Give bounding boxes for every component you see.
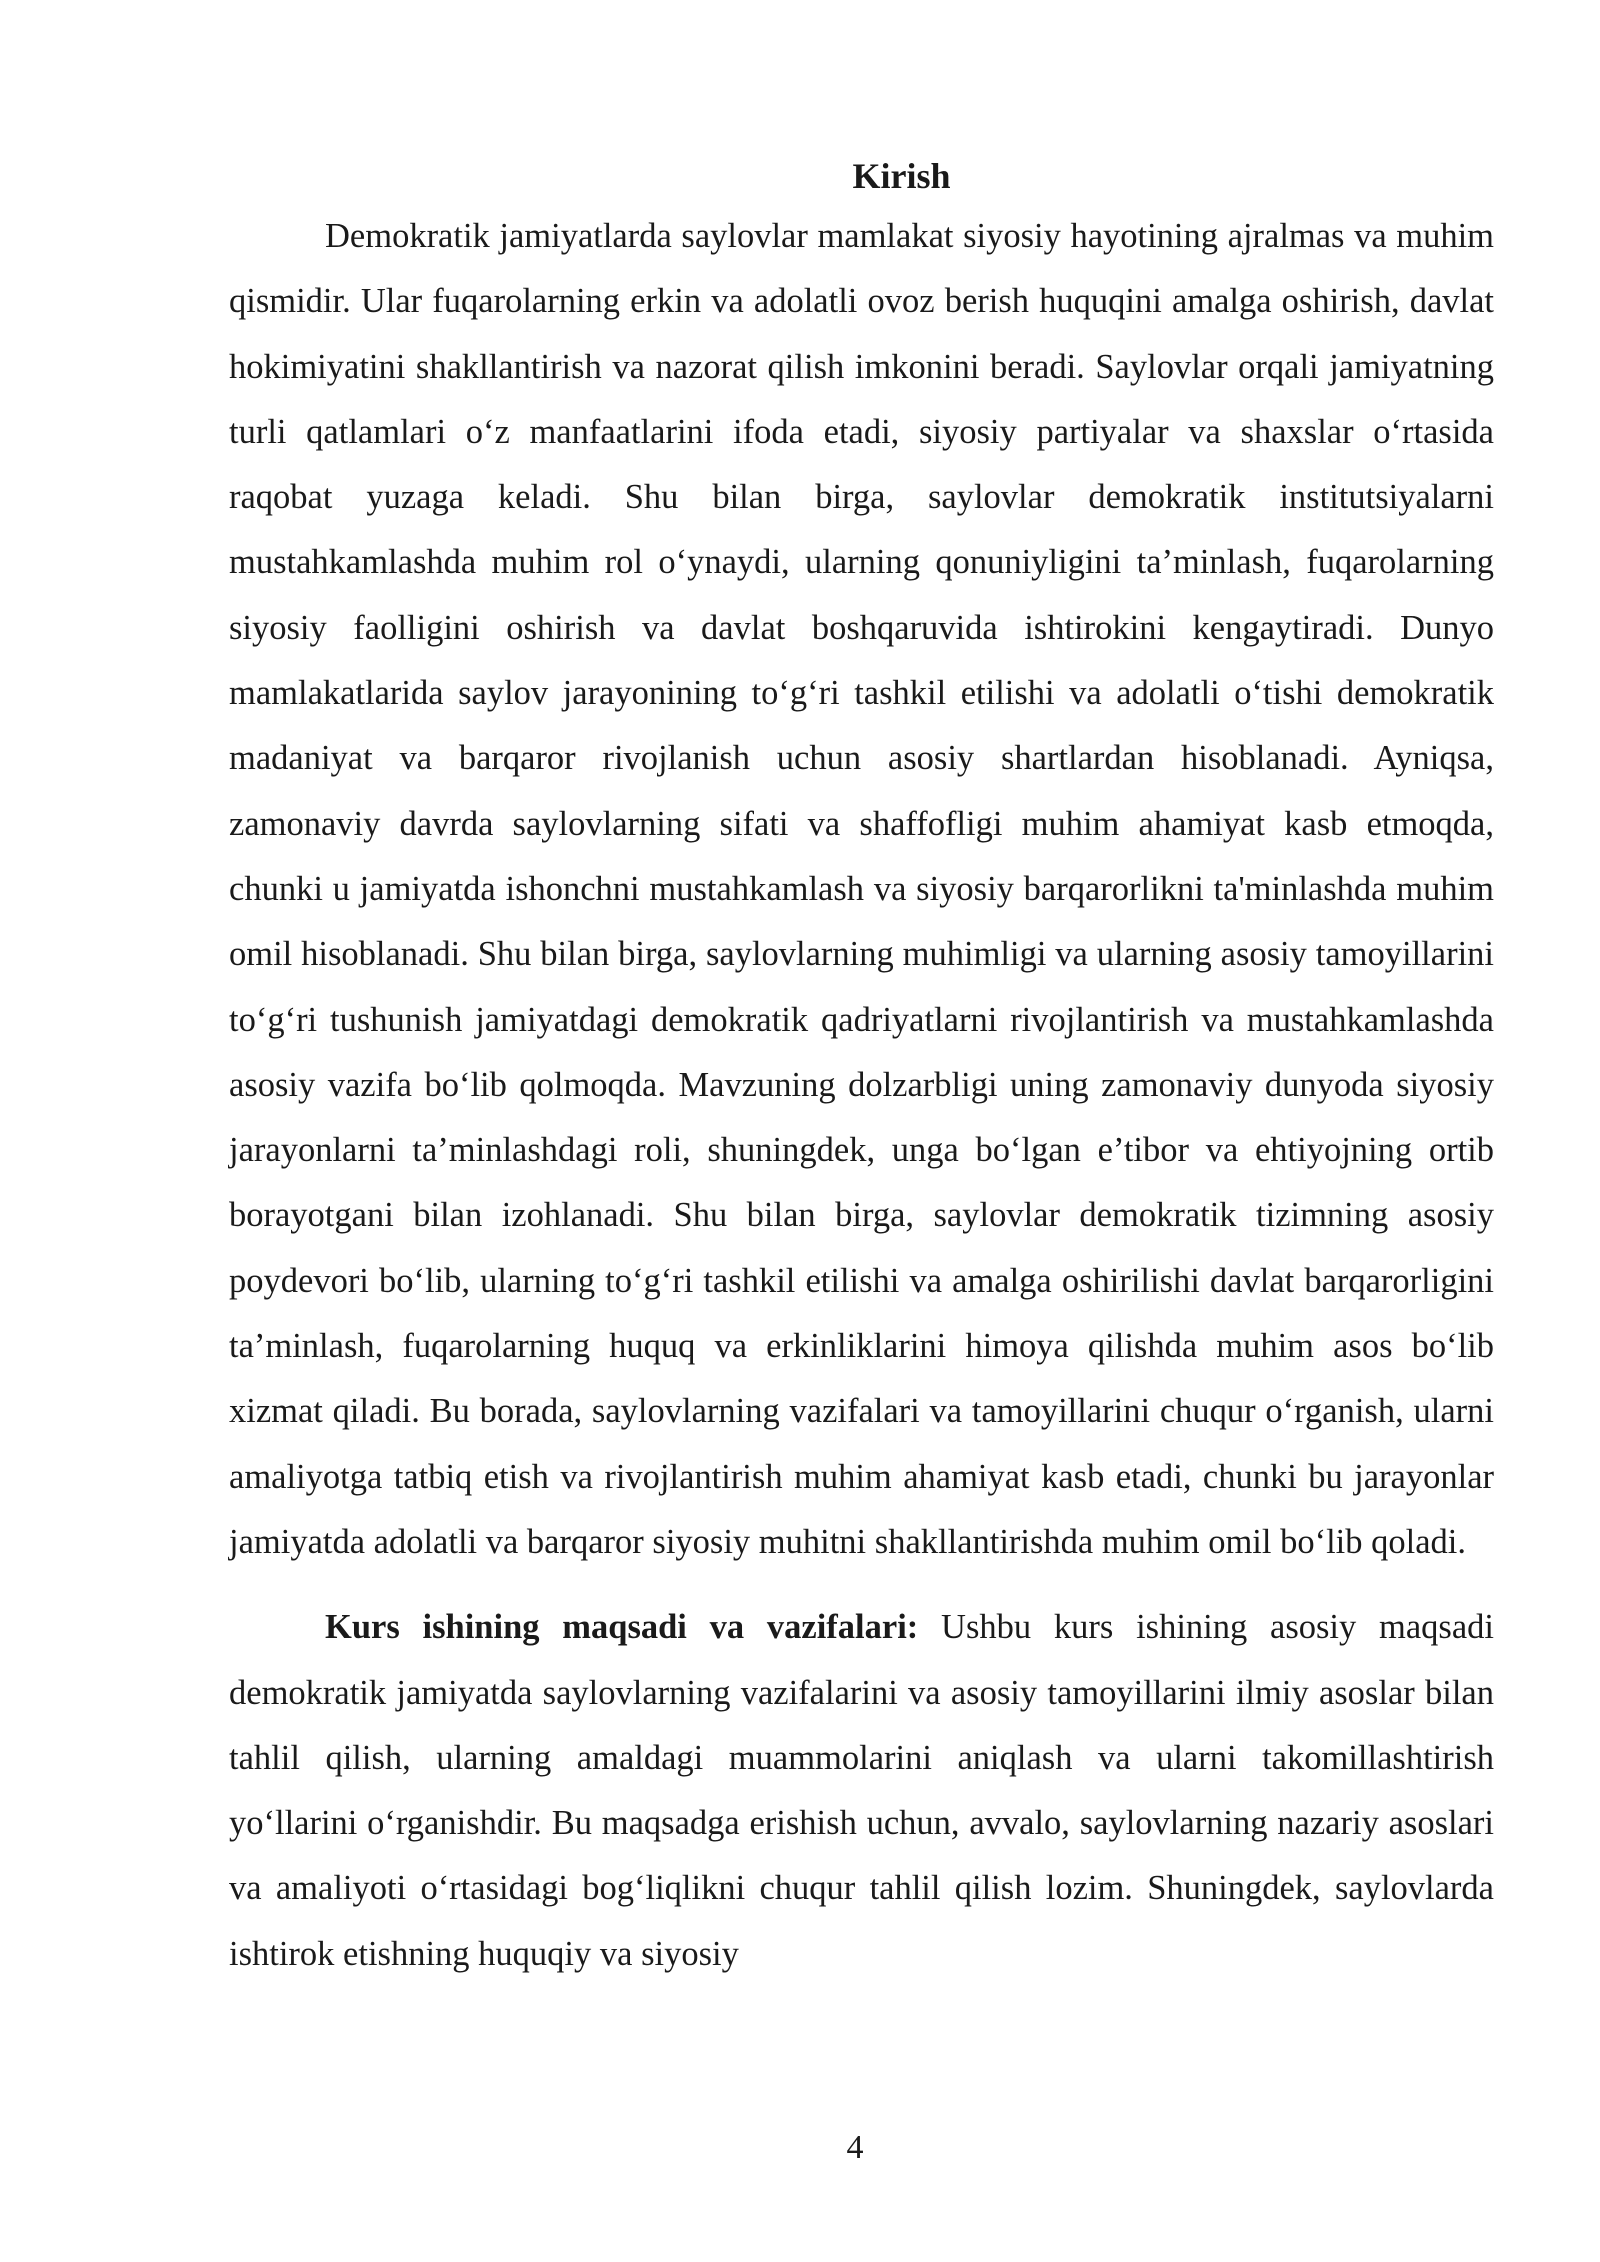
page-number: 4 — [846, 2129, 864, 2166]
goals-paragraph-body: Ushbu kurs ishining asosiy maqsadi demokratik jamiyatda saylovlarning vazifalarini va asosiy tamoyillarini ilmiy asoslar bilan tahlil qilish, ularning amaldagi muammolarini aniqlash va ularni takomillashtirish yo‘llarini o‘rganishdir. Bu maqsadga erishish uchun, avvalo, saylovlarning nazariy asoslari va amaliyoti o‘rtasidagi bog‘liqlikni chuqur tahlil qilish lozim. Shuningdek, saylovlarda ishtirok etishning huquqiy va siyosiy — [229, 1608, 1494, 1973]
section-title: Kirish — [852, 156, 951, 196]
goals-paragraph-lead: Kurs ishining maqsadi va vazifalari: — [325, 1608, 919, 1647]
document-page — [229, 150, 1494, 1987]
goals-paragraph — [229, 1595, 1494, 1987]
introduction-paragraph: Demokratik jamiyatlarda saylovlar mamlakat siyosiy hayotining ajralmas va muhim qismidir. Ular fuqarolarning erkin va adolatli ovoz berish huquqini amalga oshirish, davlat hokimiyatini shakllantirish va nazorat qilish imkonini beradi. Saylovlar orqali jamiyatning turli qatlamlari o‘z manfaatlarini ifoda etadi, siyosiy partiyalar va shaxslar o‘rtasida raqobat yuzaga keladi. Shu bilan birga, saylovlar demokratik institutsiyalarni mustahkamlashda muhim rol o‘ynaydi, ularning qonuniyligini ta’minlash, fuqarolarning siyosiy faolligini oshirish va davlat boshqaruvida ishtirokini kengaytiradi. Dunyo mamlakatlarida saylov jarayonining to‘g‘ri tashkil etilishi va adolatli o‘tishi demokratik madaniyat va barqaror rivojlanish uchun asosiy shartlardan hisoblanadi. Ayniqsa, zamonaviy davrda saylovlarning sifati va shaffofligi muhim ahamiyat kasb etmoqda, chunki u jamiyatda ishonchni mustahkamlash va siyosiy barqarorlikni ta'minlashda muhim omil hisoblanadi. Shu bilan birga, saylovlarning muhimligi va ularning asosiy tamoyillarini to‘g‘ri tushunish jamiyatdagi demokratik qadriyatlarni rivojlantirish va mustahkamlashda asosiy vazifa bo‘lib qolmoqda. Mavzuning dolzarbligi uning zamonaviy dunyoda siyosiy jarayonlarni ta’minlashdagi roli, shuningdek, unga bo‘lgan e’tibor va ehtiyojning ortib borayotgani bilan izohlanadi. Shu bilan birga, saylovlar demokratik tizimning asosiy poydevori bo‘lib, ularning to‘g‘ri tashkil etilishi va amalga oshirilishi davlat barqarorligini ta’minlash, fuqarolarning huquq va erkinliklarini himoya qilishda muhim asos bo‘lib xizmat qiladi. Bu borada, saylovlarning vazifalari va tamoyillarini chuqur o‘rganish, ularni amaliyotga tatbiq etish va rivojlantirish muhim ahamiyat kasb etadi, chunki bu jarayonlar jamiyatda adolatli va barqaror siyosiy muhitni shakllantirishda muhim omil bo‘lib qoladi. — [229, 217, 1494, 1561]
